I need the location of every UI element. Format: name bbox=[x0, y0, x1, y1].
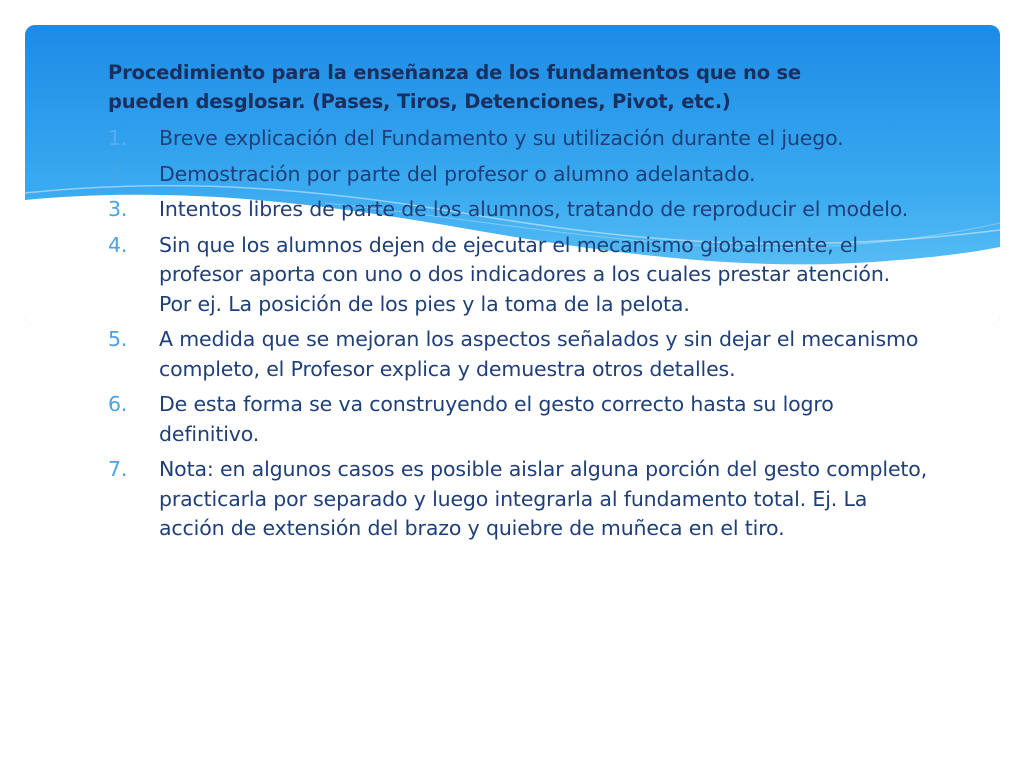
slide-title-line1: Procedimiento para la enseñanza de los fundamentos que no se bbox=[108, 61, 801, 84]
slide-content bbox=[108, 58, 928, 550]
step-number: 7. bbox=[108, 457, 128, 481]
step-number: 2. bbox=[108, 161, 128, 186]
step-number: 6. bbox=[108, 392, 128, 416]
step-text: Demostración por parte del profesor o alumno adelantado. bbox=[159, 161, 756, 186]
step-text: Nota: en algunos casos es posible aislar alguna porción del gesto completo, practicarla por separado y luego integrarla al fundamento total. Ej. La acción de extensión del brazo y quiebre de muñeca en el tiro. bbox=[159, 457, 928, 540]
list-item bbox=[108, 455, 928, 544]
step-text: Intentos libres de parte de los alumnos, tratando de reproducir el modelo. bbox=[159, 197, 909, 221]
step-number: 1. bbox=[108, 126, 128, 150]
slide-title-line2: pueden desglosar. (Pases, Tiros, Detenciones, Pivot, etc.) bbox=[108, 90, 731, 113]
step-text: A medida que se mejoran los aspectos señalados y sin dejar el mecanismo completo, el Profesor explica y demuestra otros detalles. bbox=[159, 327, 919, 381]
list-item bbox=[108, 390, 928, 449]
slide-title bbox=[108, 58, 928, 116]
list-item bbox=[108, 231, 928, 320]
step-text: Breve explicación del Fundamento y su utilización durante el juego. bbox=[159, 126, 844, 150]
list-item bbox=[108, 124, 928, 154]
list-item bbox=[108, 195, 928, 225]
steps-list bbox=[108, 124, 928, 544]
list-item bbox=[108, 325, 928, 384]
step-number: 4. bbox=[108, 232, 128, 257]
step-number: 5. bbox=[108, 327, 128, 351]
step-text: De esta forma se va construyendo el gesto correcto hasta su logro definitivo. bbox=[159, 392, 834, 446]
step-number: 3. bbox=[108, 197, 128, 221]
list-item bbox=[108, 160, 928, 190]
step-text: Sin que los alumnos dejen de ejecutar el mecanismo globalmente, el profesor aporta con uno o dos indicadores a los cuales prestar atención. Por ej. La posición de los pies y la toma de la pelota. bbox=[159, 232, 891, 316]
